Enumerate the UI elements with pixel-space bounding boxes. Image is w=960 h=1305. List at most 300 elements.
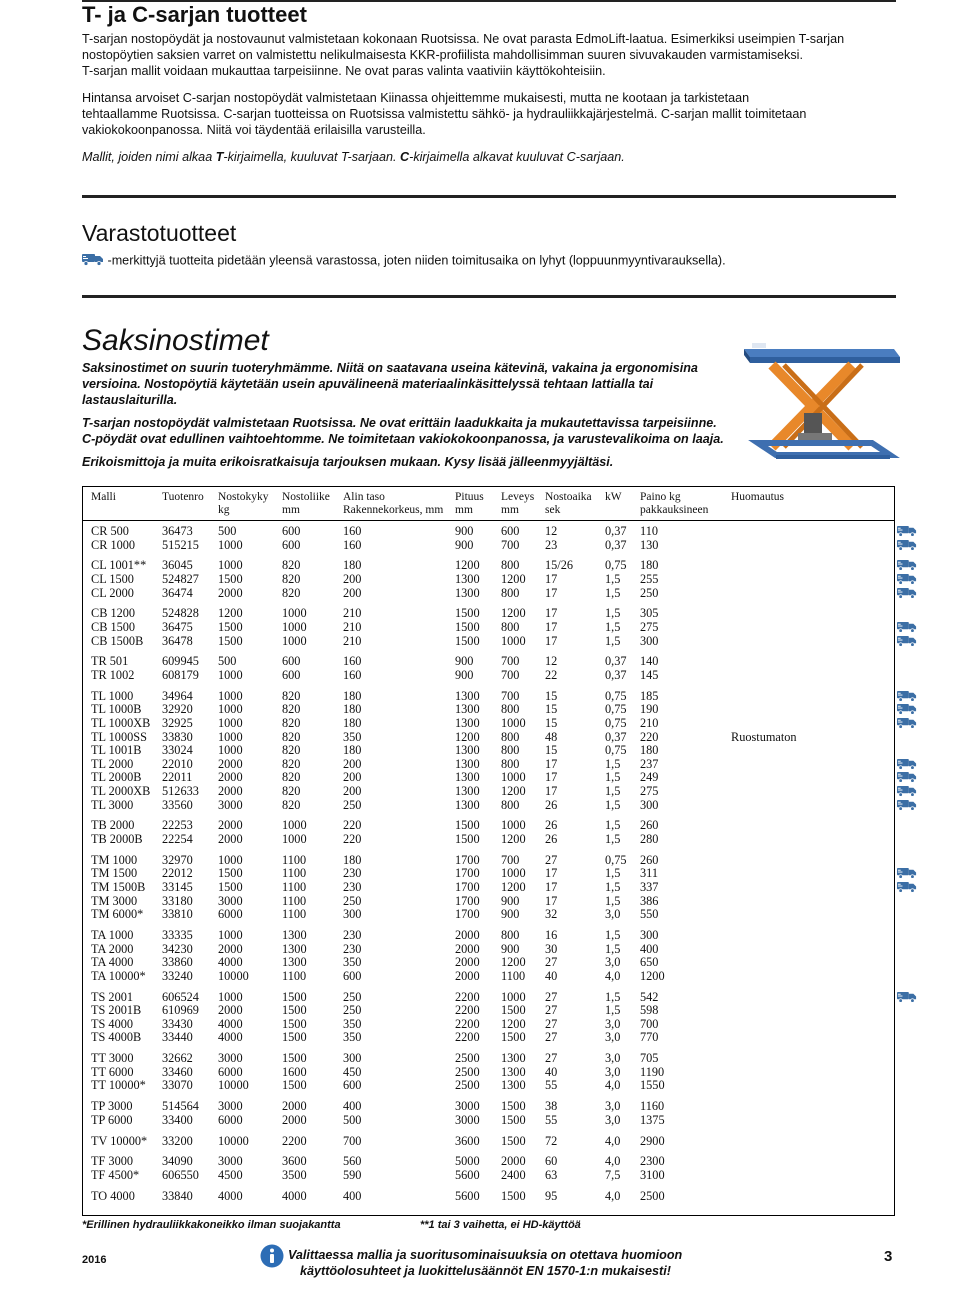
table-cell: 185	[640, 688, 659, 703]
table-cell: 300	[343, 907, 362, 922]
table-cell: 36473	[162, 524, 193, 538]
table-cell: 1500	[282, 1078, 307, 1093]
table-cell: 230	[343, 941, 362, 956]
table-cell: Ruostumaton	[731, 729, 797, 744]
scissor-lifts-special-text	[82, 454, 747, 470]
table-cell: 34964	[162, 688, 193, 703]
table-cell: 6000	[218, 1064, 243, 1079]
table-cell: 17	[545, 572, 558, 586]
table-cell: 800	[501, 585, 520, 600]
table-cell: 1500	[282, 1003, 307, 1018]
table-cell: 600	[343, 968, 362, 983]
table-cell: 1000	[218, 928, 243, 942]
table-cell: 40	[545, 968, 558, 983]
model-cell: CB 1500	[91, 620, 136, 634]
table-cell: 1000	[501, 866, 526, 881]
table-cell: 1300	[455, 585, 480, 600]
table-cell: 33400	[162, 1112, 193, 1127]
table-cell: 1700	[455, 893, 480, 908]
table-cell: 600	[282, 537, 301, 552]
table-cell: 2000	[455, 955, 480, 970]
table-cell: 2200	[455, 1003, 480, 1018]
table-cell: 800	[501, 743, 520, 758]
table-cell: 705	[640, 1051, 659, 1066]
table-cell: 3500	[282, 1168, 307, 1182]
table-cell: 1300	[455, 716, 480, 730]
text-line: pakkauksineen	[640, 504, 709, 516]
table-cell: 300	[640, 797, 659, 812]
section-rule	[82, 295, 896, 298]
table-cell: 1200	[501, 832, 526, 846]
table-cell: 1500	[455, 818, 480, 833]
table-cell: 820	[282, 572, 301, 586]
table-cell: 1300	[455, 743, 480, 758]
model-cell: TT 10000*	[91, 1078, 146, 1093]
table-cell: 2000	[218, 941, 243, 956]
model-cell: TL 2000B	[91, 770, 142, 785]
model-cell: TR 1002	[91, 668, 135, 682]
table-cell: 200	[343, 784, 362, 798]
table-cell: 305	[640, 606, 659, 621]
table-cell: 255	[640, 572, 659, 586]
footer-year: 2016	[82, 1254, 107, 1266]
model-cell: TS 4000	[91, 1016, 134, 1031]
table-cell: 700	[501, 654, 520, 669]
model-cell: CL 1001**	[91, 558, 147, 573]
table-cell: 2200	[455, 1016, 480, 1031]
table-cell: 1200	[501, 784, 526, 798]
table-cell: 524828	[162, 606, 199, 621]
model-cell: TA 4000	[91, 955, 134, 970]
table-cell: 1500	[218, 880, 243, 894]
table-cell: 1500	[282, 1051, 307, 1066]
text-line: versioina. Nostopöytiä käytetään usein apuvälineenä materiaalinkäsittelyssä tehtaan lattialla tai	[82, 377, 654, 391]
table-cell: 200	[343, 572, 362, 586]
truck-icon	[897, 798, 917, 816]
table-cell: 598	[640, 1003, 659, 1018]
table-cell: 3,0	[605, 1051, 621, 1066]
table-cell: 17	[545, 606, 558, 621]
table-cell: 0,37	[605, 524, 627, 538]
text-line: Malli	[91, 491, 116, 503]
table-cell: 900	[501, 941, 520, 956]
table-cell: 1,5	[605, 585, 621, 600]
series-naming-note	[82, 149, 894, 165]
table-cell: 17	[545, 770, 558, 785]
table-cell: 800	[501, 729, 520, 744]
table-cell: 1200	[501, 880, 526, 894]
table-cell: 1,5	[605, 620, 621, 634]
model-cell: TL 1000XB	[91, 716, 151, 730]
table-cell: 160	[343, 654, 362, 669]
table-cell: 1600	[282, 1064, 307, 1079]
table-cell: 700	[501, 537, 520, 552]
table-cell: 1200	[218, 606, 243, 621]
table-cell: 820	[282, 756, 301, 771]
model-cell: TL 3000	[91, 797, 134, 812]
table-cell: 26	[545, 832, 558, 846]
table-cell: 2200	[282, 1133, 307, 1148]
table-cell: 1500	[501, 1133, 526, 1148]
table-cell: 900	[455, 524, 474, 538]
table-header	[83, 487, 894, 521]
table-cell: 4,0	[605, 1154, 621, 1169]
table-cell: 1300	[455, 572, 480, 586]
table-cell: 820	[282, 743, 301, 758]
header-remarks	[731, 491, 784, 504]
table-cell: 900	[455, 537, 474, 552]
table-cell: 180	[343, 702, 362, 717]
table-cell: 300	[640, 928, 659, 942]
table-cell: 2000	[218, 770, 243, 785]
table-cell: 2000	[218, 1003, 243, 1018]
table-cell: 1300	[501, 1051, 526, 1066]
table-cell: 27	[545, 1016, 558, 1031]
table-cell: 23	[545, 537, 558, 552]
table-cell: 1000	[218, 702, 243, 717]
table-cell: 34230	[162, 941, 193, 956]
section-rule	[82, 195, 896, 198]
table-cell: 0,75	[605, 716, 627, 730]
table-cell: 606524	[162, 989, 199, 1004]
table-cell: 17	[545, 756, 558, 771]
table-cell: 1100	[282, 866, 307, 881]
table-cell: 514564	[162, 1099, 199, 1114]
table-cell: 22253	[162, 818, 193, 833]
section-title-scissor-lifts: Saksinostimet	[82, 324, 269, 357]
table-cell: 300	[640, 633, 659, 648]
table-cell: 1500	[455, 633, 480, 648]
model-cell: TA 2000	[91, 941, 134, 956]
table-cell: 4500	[218, 1168, 243, 1182]
table-cell: 1,5	[605, 832, 621, 846]
table-cell: 1000	[218, 729, 243, 744]
text-span: -kirjaimella alkavat kuuluvat C-sarjaan.	[409, 150, 625, 164]
table-cell: 33440	[162, 1030, 193, 1045]
footnote-double-asterisk: **1 tai 3 vaihetta, ei HD-käyttöä	[420, 1219, 581, 1231]
model-cell: TP 3000	[91, 1099, 133, 1114]
scissor-lifts-intro	[82, 360, 747, 408]
table-cell: 1,5	[605, 633, 621, 648]
table-cell: 1100	[282, 907, 307, 922]
table-cell: 1000	[218, 852, 243, 867]
table-cell: 820	[282, 770, 301, 785]
table-cell: 200	[343, 756, 362, 771]
text-line: T-sarjan mallit voidaan mukauttaa tarpeisiinne. Ne ovat paras valinta vaativiin käyttökohteisiin.	[82, 64, 606, 78]
table-cell: 386	[640, 893, 659, 908]
table-cell: 1100	[501, 968, 526, 983]
intro-paragraph-t-series	[82, 31, 894, 79]
table-cell: 1700	[455, 866, 480, 881]
table-cell: 820	[282, 729, 301, 744]
footnote-single-asterisk: *Erillinen hydrauliikkakoneikko ilman suojakantta	[82, 1219, 341, 1231]
table-cell: 820	[282, 688, 301, 703]
table-cell: 95	[545, 1188, 558, 1203]
text-line: kg	[218, 504, 230, 516]
table-cell: 700	[501, 852, 520, 867]
table-cell: 3,0	[605, 1112, 621, 1127]
text-line: Alin taso	[343, 491, 385, 503]
table-cell: 4000	[282, 1188, 307, 1203]
model-cell: CB 1500B	[91, 633, 144, 648]
section-title-stock-products: Varastotuotteet	[82, 220, 237, 246]
table-cell: 700	[640, 1016, 659, 1031]
table-cell: 900	[501, 907, 520, 922]
table-cell: 4,0	[605, 1188, 621, 1203]
table-cell: 230	[343, 866, 362, 881]
table-cell: 180	[343, 716, 362, 730]
table-cell: 32662	[162, 1051, 193, 1066]
model-cell: TM 1000	[91, 852, 138, 867]
table-cell: 900	[455, 668, 474, 682]
table-cell: 1300	[455, 688, 480, 703]
text-line: kW	[605, 491, 622, 503]
table-cell: 33145	[162, 880, 193, 894]
table-cell: 180	[343, 743, 362, 758]
table-cell: 1100	[282, 893, 307, 908]
header-kw	[605, 491, 622, 504]
table-cell: 1300	[282, 955, 307, 970]
table-cell: 2000	[218, 756, 243, 771]
table-cell: 5000	[455, 1154, 480, 1169]
product-table	[82, 486, 895, 1216]
table-cell: 300	[343, 1051, 362, 1066]
table-cell: 610969	[162, 1003, 199, 1018]
table-cell: 350	[343, 1030, 362, 1045]
table-cell: 200	[343, 585, 362, 600]
table-cell: 600	[282, 654, 301, 669]
text-line: Hintansa arvoiset C-sarjan nostopöydät valmistetaan Kiinassa ohjeittemme mukaisesti, mutta ne kootaan ja tarkistetaan	[82, 91, 750, 105]
table-cell: 26	[545, 818, 558, 833]
model-cell: TS 4000B	[91, 1030, 142, 1045]
model-cell: CL 1500	[91, 572, 134, 586]
text-line: T-sarjan nostopöydät valmistetaan Ruotsissa. Ne ovat erittäin laadukkaita ja mukautettavissa tarpeisiinne.	[82, 416, 717, 430]
table-cell: 1,5	[605, 797, 621, 812]
table-cell: 40	[545, 1064, 558, 1079]
table-cell: 210	[343, 606, 362, 621]
scissor-lifts-series-text	[82, 415, 747, 447]
table-cell: 250	[343, 893, 362, 908]
table-cell: 1500	[218, 620, 243, 634]
table-cell: 1,5	[605, 818, 621, 833]
table-cell: 700	[501, 668, 520, 682]
model-cell: TM 3000	[91, 893, 138, 908]
table-cell: 524827	[162, 572, 199, 586]
table-cell: 140	[640, 654, 659, 669]
table-cell: 650	[640, 955, 659, 970]
table-cell: 512633	[162, 784, 199, 798]
table-cell: 34090	[162, 1154, 193, 1169]
table-cell: 200	[343, 770, 362, 785]
table-cell: 0,75	[605, 688, 627, 703]
text-line: Valittaessa mallia ja suoritusominaisuuksia on otettava huomioon	[288, 1248, 683, 1262]
table-cell: 1000	[282, 633, 307, 648]
table-cell: 260	[640, 818, 659, 833]
table-cell: 1100	[282, 880, 307, 894]
table-cell: 250	[343, 989, 362, 1004]
table-cell: 1,5	[605, 880, 621, 894]
truck-icon	[897, 586, 917, 604]
table-cell: 33180	[162, 893, 193, 908]
table-cell: 2000	[218, 832, 243, 846]
truck-icon	[897, 538, 917, 556]
text-line: Erikoismittoja ja muita erikoisratkaisuja tarjouksen mukaan. Kysy lisää jälleenmyyjältäsi.	[82, 455, 614, 469]
table-cell: 1000	[501, 716, 526, 730]
text-line: T-sarjan nostopöydät ja nostovaunut valmistetaan kokonaan Ruotsissa. Ne ovat parasta EdmoLift-laatua. Esimerkiksi useimpien T-sarjan	[82, 32, 845, 46]
table-cell: 22012	[162, 866, 193, 881]
table-cell: 3600	[282, 1154, 307, 1169]
table-cell: 3,0	[605, 955, 621, 970]
text-line: vakiokokoonpanossa. Niitä voi täydentää erilaisilla varusteilla.	[82, 123, 426, 137]
table-cell: 900	[501, 893, 520, 908]
table-cell: 1500	[218, 866, 243, 881]
table-cell: 1700	[455, 907, 480, 922]
table-cell: 1000	[218, 688, 243, 703]
table-cell: 542	[640, 989, 659, 1004]
model-cell: TM 1500B	[91, 880, 146, 894]
table-cell: 1200	[455, 729, 480, 744]
table-cell: 1,5	[605, 756, 621, 771]
text-line: nostopöytien saksien varret on valmistettu nelikulmaisesta KKR-profiilista mahdollisimman suuren sivuvakauden varmistamiseksi.	[82, 48, 803, 62]
table-cell: 210	[343, 633, 362, 648]
table-cell: 32925	[162, 716, 193, 730]
model-cell: TA 1000	[91, 928, 134, 942]
table-cell: 608179	[162, 668, 199, 682]
table-cell: 2000	[218, 818, 243, 833]
stock-products-text	[82, 252, 894, 270]
table-cell: 1000	[282, 832, 307, 846]
table-cell: 4000	[218, 1030, 243, 1045]
table-cell: 22254	[162, 832, 193, 846]
table-cell: 210	[640, 716, 659, 730]
table-cell: 275	[640, 784, 659, 798]
table-cell: 230	[343, 880, 362, 894]
model-cell: TP 6000	[91, 1112, 133, 1127]
table-cell: 250	[343, 1003, 362, 1018]
table-cell: 1500	[501, 1030, 526, 1045]
table-cell: 1100	[282, 968, 307, 983]
table-cell: 2000	[455, 928, 480, 942]
text-line: sek	[545, 504, 561, 516]
table-cell: 63	[545, 1168, 558, 1182]
table-cell: 1000	[501, 818, 526, 833]
table-cell: 2200	[455, 989, 480, 1004]
text-line: käyttöolosuhteet ja luokittelusäännöt EN 1570-1:n mukaisesti!	[300, 1264, 671, 1278]
table-cell: 1500	[501, 1099, 526, 1114]
table-cell: 700	[501, 688, 520, 703]
table-cell: 1,5	[605, 770, 621, 785]
table-cell: 17	[545, 620, 558, 634]
table-cell: 900	[455, 654, 474, 669]
header-width	[501, 491, 534, 517]
table-cell: 36475	[162, 620, 193, 634]
table-cell: 2400	[501, 1168, 526, 1182]
model-cell: TM 6000*	[91, 907, 144, 922]
table-cell: 1300	[282, 941, 307, 956]
table-cell: 2000	[282, 1099, 307, 1114]
table-cell: 17	[545, 866, 558, 881]
table-cell: 27	[545, 852, 558, 867]
table-cell: 4000	[218, 1188, 243, 1203]
table-cell: 800	[501, 797, 520, 812]
table-cell: 250	[343, 797, 362, 812]
text-line: Nostokyky	[218, 491, 269, 503]
table-cell: 33024	[162, 743, 193, 758]
table-cell: 500	[218, 654, 237, 669]
table-cell: 22011	[162, 770, 193, 785]
table-cell: 3100	[640, 1168, 665, 1182]
model-cell: CL 2000	[91, 585, 134, 600]
table-cell: 800	[501, 702, 520, 717]
table-cell: 2000	[455, 968, 480, 983]
text-line: Leveys	[501, 491, 535, 503]
text-span: -merkittyjä tuotteita pidetään yleensä varastossa, joten niiden toimitusaika on lyhyt (loppuunmyyntivarauksella).	[107, 253, 726, 268]
text-line: C-pöydät ovat edullinen vaihtoehtomme. Ne toimitetaan vakiokokoonpanossa, ja varustevalikoima on laaja.	[82, 432, 724, 446]
table-cell: 600	[343, 1078, 362, 1093]
table-cell: 609945	[162, 654, 199, 669]
model-cell: CR 1000	[91, 537, 136, 552]
table-cell: 3000	[218, 1051, 243, 1066]
table-cell: 38	[545, 1099, 558, 1114]
table-cell: 820	[282, 558, 301, 573]
table-cell: 10000	[218, 1133, 249, 1148]
table-cell: 32	[545, 907, 558, 922]
table-cell: 400	[640, 941, 659, 956]
table-cell: 1190	[640, 1064, 665, 1079]
table-cell: 3000	[218, 893, 243, 908]
header-capacity	[218, 491, 268, 517]
table-cell: 4000	[218, 955, 243, 970]
table-cell: 0,75	[605, 852, 627, 867]
table-cell: 1500	[455, 606, 480, 621]
table-cell: 220	[343, 832, 362, 846]
table-cell: 1000	[218, 558, 243, 573]
table-cell: 800	[501, 928, 520, 942]
table-cell: 22010	[162, 756, 193, 771]
table-cell: 0,37	[605, 729, 627, 744]
table-cell: 1160	[640, 1099, 665, 1114]
table-cell: 1000	[218, 668, 243, 682]
table-cell: 2500	[455, 1051, 480, 1066]
table-cell: 2900	[640, 1133, 665, 1148]
table-cell: 250	[640, 585, 659, 600]
table-cell: 1500	[282, 1030, 307, 1045]
table-cell: 500	[343, 1112, 362, 1127]
table-cell: 2500	[640, 1188, 665, 1203]
table-cell: 130	[640, 537, 659, 552]
table-cell: 1500	[501, 1112, 526, 1127]
table-cell: 7,5	[605, 1168, 621, 1182]
table-cell: 1300	[282, 928, 307, 942]
table-cell: 3,0	[605, 1064, 621, 1079]
table-cell: 1,5	[605, 784, 621, 798]
table-cell: 30	[545, 941, 558, 956]
table-cell: 27	[545, 1003, 558, 1018]
table-cell: 17	[545, 880, 558, 894]
model-cell: TV 10000*	[91, 1133, 148, 1148]
text-span: C	[400, 150, 410, 164]
text-line: Nostoliike	[282, 491, 330, 503]
text-line: Saksinostimet on suurin tuoteryhmämme. Niitä on saatavana useina kätevinä, vakaina ja ergonomisina	[82, 361, 698, 375]
table-cell: 400	[343, 1099, 362, 1114]
model-cell: TS 2001	[91, 989, 134, 1004]
table-cell: 33860	[162, 955, 193, 970]
table-cell: 3000	[218, 1099, 243, 1114]
scissor-lift-table-image	[742, 343, 904, 476]
table-cell: 10000	[218, 1078, 249, 1093]
table-cell: 770	[640, 1030, 659, 1045]
table-cell: 33240	[162, 968, 193, 983]
